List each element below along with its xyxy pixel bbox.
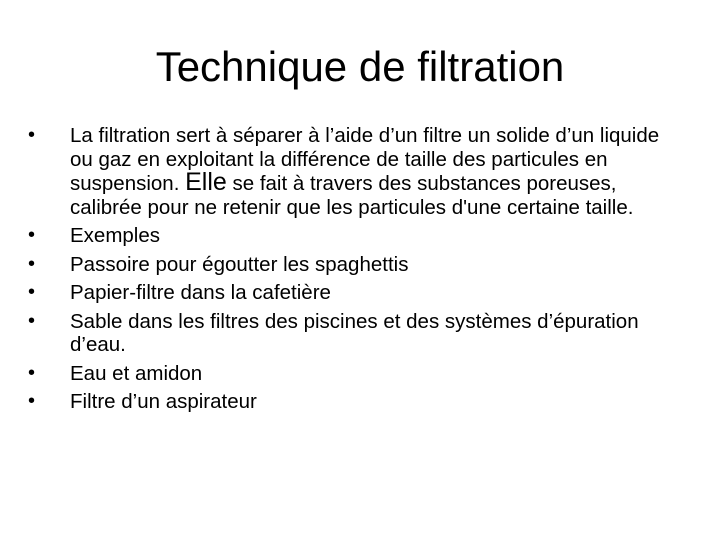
bullet-list — [28, 124, 678, 419]
bullet-dot: • — [28, 309, 36, 332]
bullet-text: se fait à travers des substances poreuses, calibrée pour ne retenir que les particules d'une certaine taille. — [70, 172, 634, 219]
bullet-text: Exemples — [70, 224, 161, 247]
bullet-dot: • — [28, 390, 36, 412]
bullet-text: Sable dans les filtres des piscines et des systèmes d’épuration d’eau. — [70, 309, 639, 356]
bullet-item — [28, 281, 678, 305]
bullet-item — [28, 362, 678, 386]
bullet-text: Filtre d’un aspirateur — [70, 390, 257, 413]
bullet-dot: • — [28, 361, 36, 384]
bullet-item — [28, 390, 678, 414]
bullet-dot: • — [28, 224, 36, 246]
bullet-item — [28, 253, 678, 277]
bullet-item — [28, 224, 678, 248]
bullet-text: Eau et amidon — [70, 361, 203, 385]
bullet-dot: • — [28, 281, 36, 303]
bullet-text: La filtration sert à séparer à l’aide d’un filtre un solide d’un liquide ou gaz en exploitant la différence de taille des particules en suspension. — [70, 124, 660, 195]
bullet-dot: • — [28, 252, 36, 275]
bullet-emphasis: Elle — [185, 168, 227, 196]
bullet-text: Papier-filtre dans la cafetière — [70, 281, 331, 304]
bullet-item — [28, 310, 678, 357]
slide-title: Technique de filtration — [155, 43, 565, 90]
bullet-text: Passoire pour égoutter les spaghettis — [70, 252, 409, 276]
bullet-item-definition — [28, 124, 678, 219]
bullet-dot: • — [28, 124, 36, 146]
